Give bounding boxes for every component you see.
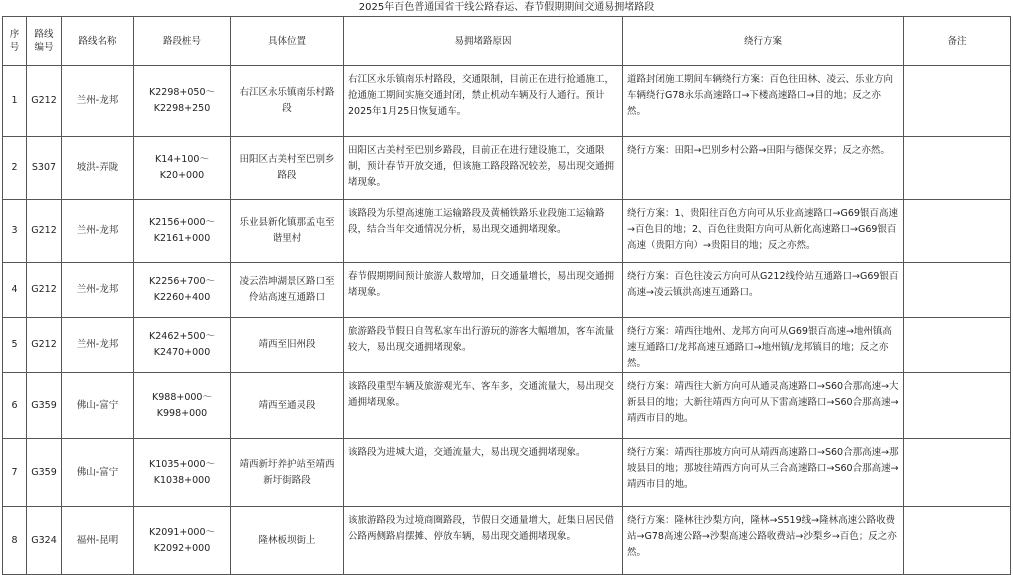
header-reason: 易拥堵路原因	[344, 17, 623, 66]
header-stake: 路段桩号	[134, 17, 231, 66]
cell-reason: 春节假期期间预计旅游人数增加，日交通量增长，易出现交通拥堵现象。	[344, 263, 623, 318]
stake-end: K2092+000	[153, 542, 211, 554]
cell-no: 7	[3, 439, 27, 507]
stake-start: K2462+500～	[149, 331, 215, 342]
cell-stake	[134, 439, 231, 507]
stake-end: K2260+400	[153, 292, 211, 303]
cell-stake	[134, 66, 231, 137]
stake-start: K2091+000～	[149, 526, 215, 538]
cell-detour: 绕行方案：靖西往地州、龙邦方向可从G69银百高速→地州镇高速互通路口/龙邦高速互通路口→地州镇/龙邦镇目的地；反之亦然。	[623, 318, 904, 373]
stake-end: K2161+000	[153, 233, 211, 244]
cell-detour: 绕行方案：田阳→巴别乡村公路→田阳与德保交界；反之亦然。	[623, 137, 904, 200]
cell-no: 2	[3, 137, 27, 200]
cell-no: 5	[3, 318, 27, 373]
header-code: 路线编号	[27, 17, 62, 66]
cell-no: 8	[3, 507, 27, 575]
cell-code: G212	[27, 200, 62, 263]
table-row	[3, 439, 1011, 507]
cell-code: G212	[27, 263, 62, 318]
cell-remark	[904, 137, 1011, 200]
table-row	[3, 263, 1011, 318]
cell-stake	[134, 318, 231, 373]
cell-reason: 该路段为进城大道，交通流量大，易出现交通拥堵现象。	[344, 439, 623, 507]
cell-detour: 绕行方案：隆林往沙梨方向，隆林→S519线→隆林高速公路收费站→G78高速公路→沙梨高速公路收费站→沙梨乡→百色；反之亦然。	[623, 507, 904, 575]
cell-location: 右江区永乐镇南乐村路段	[231, 66, 344, 137]
stake-end: K1038+000	[153, 474, 211, 486]
cell-reason: 旅游路段节假日自驾私家车出行游玩的游客大幅增加，客车流量较大，易出现交通拥堵现象。	[344, 318, 623, 373]
cell-remark	[904, 373, 1011, 439]
cell-stake	[134, 507, 231, 575]
cell-name: 兰州-龙邦	[62, 318, 134, 373]
cell-code: G212	[27, 318, 62, 373]
cell-remark	[904, 439, 1011, 507]
stake-start: K1035+000～	[149, 458, 215, 470]
cell-no: 6	[3, 373, 27, 439]
header-location: 具体位置	[231, 17, 344, 66]
cell-name: 佛山-富宁	[62, 439, 134, 507]
cell-name: 坡洪-弄陇	[62, 137, 134, 200]
cell-code: S307	[27, 137, 62, 200]
cell-no: 1	[3, 66, 27, 137]
table-row	[3, 318, 1011, 373]
cell-location: 乐业县新化镇那孟屯至谐里村	[231, 200, 344, 263]
cell-detour: 绕行方案：百色往凌云方向可从G212线伶站互通路口→G69银百高速→凌云镇洪高速互通路口。	[623, 263, 904, 318]
cell-reason: 田阳区古美村至巴别乡路段，目前正在进行建设施工，交通限制，预计春节开放交通，但该施工路段路况较差，易出现交通拥堵现象。	[344, 137, 623, 200]
cell-reason: 右江区永乐镇南乐村路段，交通限制，目前正在进行抢通施工，抢通施工期间实施交通封闭，禁止机动车辆及行人通行。预计2025年1月25日恢复通车。	[344, 66, 623, 137]
header-name: 路线名称	[62, 17, 134, 66]
table-row	[3, 507, 1011, 575]
cell-location: 隆林板坝街上	[231, 507, 344, 575]
stake-end: K2298+250	[153, 103, 211, 114]
cell-code: G359	[27, 439, 62, 507]
table-row	[3, 373, 1011, 439]
congestion-table	[2, 16, 1011, 575]
stake-start: K14+100～	[155, 154, 209, 165]
cell-code: G212	[27, 66, 62, 137]
cell-name: 兰州-龙邦	[62, 200, 134, 263]
cell-no: 4	[3, 263, 27, 318]
stake-start: K2256+700～	[149, 276, 215, 287]
cell-location: 田阳区古美村至巴别乡路段	[231, 137, 344, 200]
cell-stake	[134, 200, 231, 263]
page-title: 2025年百色普通国省干线公路春运、春节假期期间交通易拥堵路段	[358, 2, 655, 13]
cell-remark	[904, 66, 1011, 137]
header-no: 序号	[3, 17, 27, 66]
cell-name: 佛山-富宁	[62, 373, 134, 439]
cell-no: 3	[3, 200, 27, 263]
cell-stake	[134, 263, 231, 318]
cell-code: G324	[27, 507, 62, 575]
cell-detour: 绕行方案：1、贵阳往百色方向可从乐业高速路口→G69银百高速→百色目的地；2、百色往贵阳方向可从新化高速路口→G69银百高速（贵阳方向）→贵阳目的地；反之亦然。	[623, 200, 904, 263]
stake-end: K20+000	[159, 170, 205, 181]
stake-start: K988+000～	[152, 391, 212, 403]
cell-stake	[134, 373, 231, 439]
cell-location: 凌云浩坤湖景区路口至伶站高速互通路口	[231, 263, 344, 318]
cell-name: 兰州-龙邦	[62, 66, 134, 137]
cell-remark	[904, 200, 1011, 263]
table-row	[3, 200, 1011, 263]
header-row	[3, 17, 1011, 66]
cell-remark	[904, 263, 1011, 318]
cell-detour: 绕行方案：靖西往那坡方向可从靖西高速路口→S60合那高速→那坡县目的地；那坡往靖西方向可从三合高速路口→S60合那高速→靖西市目的地。	[623, 439, 904, 507]
stake-end: K2470+000	[153, 347, 211, 358]
cell-reason: 该旅游路段为过境商圈路段，节假日交通量增大，赶集日居民借公路两侧路肩摆摊、停放车辆，易出现交通拥堵现象。	[344, 507, 623, 575]
cell-location: 靖西至旧州段	[231, 318, 344, 373]
stake-start: K2156+000～	[149, 217, 215, 228]
cell-remark	[904, 318, 1011, 373]
stake-start: K2298+050～	[149, 87, 215, 98]
cell-stake	[134, 137, 231, 200]
stake-end: K998+000	[156, 407, 208, 419]
cell-detour: 道路封闭施工期间车辆绕行方案：百色往田林、凌云、乐业方向车辆绕行G78永乐高速路口→下楼高速路口→目的地；反之亦然。	[623, 66, 904, 137]
cell-location: 靖西至通灵段	[231, 373, 344, 439]
cell-reason: 该路段为乐望高速施工运输路段及黄桶铁路乐业段施工运输路段，结合当年交通情况分析，易出现交通拥堵现象。	[344, 200, 623, 263]
cell-location: 靖西新圩养护站至靖西新圩街路段	[231, 439, 344, 507]
cell-remark	[904, 507, 1011, 575]
cell-name: 福州-昆明	[62, 507, 134, 575]
table-row	[3, 66, 1011, 137]
cell-code: G359	[27, 373, 62, 439]
header-detour: 绕行方案	[623, 17, 904, 66]
table-row	[3, 137, 1011, 200]
cell-reason: 该路段重型车辆及旅游观光车、客车多，交通流量大，易出现交通拥堵现象。	[344, 373, 623, 439]
cell-detour: 绕行方案：靖西往大新方向可从通灵高速路口→S60合那高速→大新县目的地；大新往靖西方向可从下雷高速路口→S60合那高速→靖西市目的地。	[623, 373, 904, 439]
header-remark: 备注	[904, 17, 1011, 66]
cell-name: 兰州-龙邦	[62, 263, 134, 318]
